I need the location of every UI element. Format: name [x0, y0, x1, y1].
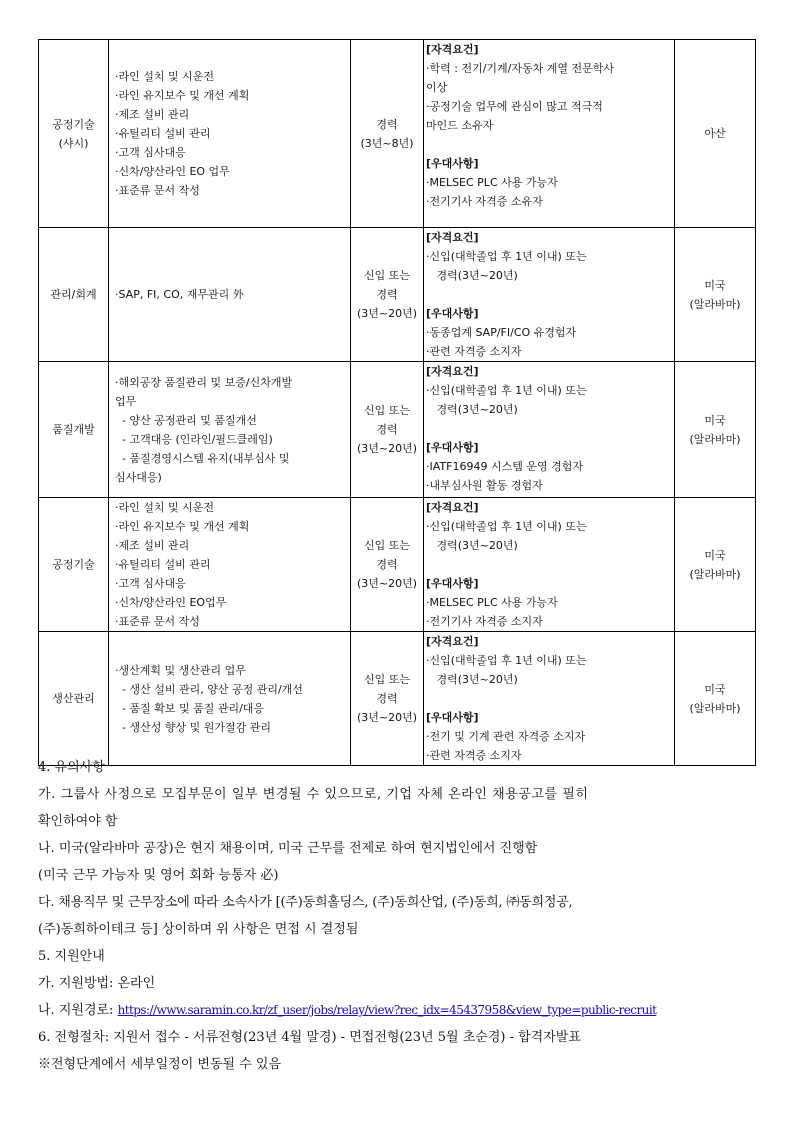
preferences-heading: [우대사항]	[426, 307, 479, 320]
duty-item: ·라인 유지보수 및 개선 계획	[115, 89, 250, 102]
duty-item: - 고객대응 (인라인/필드클레임)	[115, 432, 273, 446]
department-text: 공정기술	[52, 117, 95, 131]
requirements-heading: [자격요건]	[426, 43, 479, 56]
requirement-item: ·학력 : 전기/기계/자동차 계열 전문학사	[426, 62, 614, 75]
requirement-item: 마인드 소유자	[426, 119, 494, 132]
spacer	[426, 555, 674, 574]
location-cell	[675, 498, 756, 632]
requirements-cell	[424, 362, 675, 498]
location-text: (알라바마)	[689, 567, 741, 581]
duties-cell	[109, 632, 351, 766]
department-cell	[39, 40, 109, 228]
department-text: 공정기술	[52, 558, 95, 571]
requirement-item: ·신입(대학졸업 후 1년 이내) 또는	[426, 654, 587, 667]
career-text: (3년~20년)	[356, 442, 418, 455]
duty-item: ·제조 설비 관리	[115, 108, 190, 121]
requirement-item: 경력(3년~20년)	[426, 673, 518, 686]
preference-item: ·관련 자격증 소지자	[426, 749, 522, 762]
preferences-heading: [우대사항]	[426, 157, 479, 170]
duty-item: ·라인 설치 및 시운전	[115, 70, 214, 83]
duty-item: ·해외공장 품질관리 및 보증/신차개발	[115, 375, 293, 389]
requirement-item: 경력(3년~20년)	[426, 539, 518, 552]
table-row	[39, 632, 756, 766]
duties-cell	[109, 498, 351, 632]
apply-link[interactable]: https://www.saramin.co.kr/zf_user/jobs/relay/view?rec_idx=45437958&view_type=public-recruit	[117, 1003, 657, 1017]
career-text: 신입 또는	[363, 269, 410, 282]
spacer	[426, 285, 674, 304]
duty-item: - 품질 확보 및 품질 관리/대응	[115, 701, 265, 715]
note-4-b-line1: 나. 미국(알라바마 공장)은 현지 채용이며, 미국 근무를 전제로 하여 현지법인에서 진행함	[38, 841, 538, 856]
duty-item: ·라인 설치 및 시운전	[115, 501, 214, 514]
career-cell	[351, 362, 424, 498]
career-cell	[351, 632, 424, 766]
preference-item: ·IATF16949 시스템 운영 경험자	[426, 460, 583, 473]
note-4-c-line1: 다. 채용직무 및 근무장소에 따라 소속사가 [(주)동희홀딩스, (주)동희산업, (주)동희, ㈜동희정공,	[38, 895, 573, 910]
preferences-heading: [우대사항]	[426, 577, 479, 590]
spacer	[426, 689, 674, 708]
table-row	[39, 498, 756, 632]
duty-item: - 생산 설비 관리, 양산 공정 관리/개선	[115, 682, 303, 696]
section-6-process: 6. 전형절차: 지원서 접수 - 서류전형(23년 4월 말경) - 면접전형(23년 5월 초순경) - 합격자발표	[38, 1030, 581, 1045]
preferences-heading: [우대사항]	[426, 711, 479, 724]
department-text: 생산관리	[52, 692, 95, 705]
section-6-note: ※전형단계에서 세부일정이 변동될 수 있음	[38, 1057, 282, 1072]
duty-item: 심사대응)	[115, 470, 162, 484]
preferences-heading: [우대사항]	[426, 441, 479, 454]
location-text: (알라바마)	[689, 297, 741, 311]
requirement-item: 경력(3년~20년)	[426, 269, 518, 282]
section-5-title: 5. 지원안내	[38, 949, 105, 964]
requirement-item: 이상	[426, 81, 448, 94]
note-5-b	[38, 999, 656, 1018]
department-cell	[39, 362, 109, 498]
career-text: 경력	[376, 423, 398, 436]
location-cell	[675, 40, 756, 228]
duty-item: ·라인 유지보수 및 개선 계획	[115, 520, 250, 533]
duty-item: - 품질경영시스템 유지(내부심사 및	[115, 451, 290, 465]
career-text: 경력	[376, 117, 398, 131]
location-text: 미국	[704, 682, 726, 696]
career-text: 경력	[376, 692, 398, 705]
career-text: (3년~20년)	[356, 711, 418, 724]
duty-item: 업무	[115, 394, 137, 408]
note-4-a-line2: 확인하여야 함	[38, 814, 118, 829]
note-4-b-line2: (미국 근무 가능자 및 영어 회화 능통자 必)	[38, 868, 279, 883]
career-text: 신입 또는	[363, 404, 410, 417]
career-cell	[351, 228, 424, 362]
note-5-a: 가. 지원방법: 온라인	[38, 976, 156, 991]
location-text: 미국	[704, 548, 726, 562]
department-cell	[39, 228, 109, 362]
requirements-cell	[424, 632, 675, 766]
preference-item: ·전기 및 기계 관련 자격증 소지자	[426, 730, 586, 743]
recruitment-table	[38, 39, 756, 766]
preference-item: ·내부심사원 활동 경험자	[426, 479, 543, 492]
requirement-item: ·신입(대학졸업 후 1년 이내) 또는	[426, 520, 587, 533]
duty-item: ·유틸리티 설비 관리	[115, 127, 211, 140]
career-text: 경력	[376, 558, 398, 571]
preference-item: ·전기기사 자격증 소지자	[426, 615, 543, 628]
location-cell	[675, 228, 756, 362]
location-text: 아산	[704, 127, 726, 140]
duty-item: ·신차/양산라인 EO 업무	[115, 165, 230, 178]
career-text: (3년~20년)	[356, 577, 418, 590]
duty-item: ·제조 설비 관리	[115, 539, 190, 552]
department-cell	[39, 498, 109, 632]
department-text: 품질개발	[52, 423, 95, 436]
location-text: 미국	[704, 413, 726, 427]
duty-item: - 생산성 향상 및 원가절감 관리	[115, 720, 271, 734]
requirement-item: ·신입(대학졸업 후 1년 이내) 또는	[426, 384, 587, 397]
table-row	[39, 228, 756, 362]
requirement-item: ·신입(대학졸업 후 1년 이내) 또는	[426, 250, 587, 263]
preference-item: ·MELSEC PLC 사용 가능자	[426, 176, 558, 189]
location-cell	[675, 362, 756, 498]
duties-cell	[109, 362, 351, 498]
requirements-cell	[424, 498, 675, 632]
recruitment-table-body	[39, 40, 756, 766]
duty-item: ·표준류 문서 작성	[115, 184, 200, 197]
career-text: 경력	[376, 288, 398, 301]
note-4-c-line2: (주)동희하이테크 등] 상이하며 위 사항은 면접 시 결정됨	[38, 922, 359, 937]
preference-item: ·동종업계 SAP/FI/CO 유경험자	[426, 326, 577, 339]
location-cell	[675, 632, 756, 766]
duties-cell	[109, 40, 351, 228]
preference-item: ·MELSEC PLC 사용 가능자	[426, 596, 558, 609]
duty-item: ·표준류 문서 작성	[115, 615, 200, 628]
requirement-item: 경력(3년~20년)	[426, 403, 518, 416]
duty-item: ·SAP, FI, CO, 재무관리 外	[115, 288, 244, 301]
requirements-heading: [자격요건]	[426, 635, 479, 648]
location-text: (알라바마)	[689, 432, 741, 446]
department-text: 관리/회계	[50, 288, 97, 301]
career-text: (3년~20년)	[356, 307, 418, 320]
requirements-heading: [자격요건]	[426, 365, 479, 378]
duty-item: ·유틸리티 설비 관리	[115, 558, 211, 571]
duty-item: ·생산계획 및 생산관리 업무	[115, 663, 246, 677]
department-text: (샤시)	[58, 136, 89, 150]
spacer	[426, 419, 674, 438]
preference-item: ·관련 자격증 소지자	[426, 345, 522, 358]
requirement-item: ·공정기술 업무에 관심이 많고 적극적	[426, 100, 603, 113]
career-text: 신입 또는	[363, 673, 410, 686]
requirements-heading: [자격요건]	[426, 231, 479, 244]
table-row	[39, 40, 756, 228]
duty-item: ·고객 심사대응	[115, 577, 186, 590]
note-4-a-line1: 가. 그룹사 사정으로 모집부문이 일부 변경될 수 있으므로, 기업 자체 온라인 채용공고를 필히	[38, 787, 589, 802]
duties-cell	[109, 228, 351, 362]
apply-route-label: 나. 지원경로:	[38, 1003, 118, 1018]
duty-item: ·고객 심사대응	[115, 146, 186, 159]
section-4-title: 4. 유의사항	[38, 760, 105, 775]
requirements-cell	[424, 40, 675, 228]
spacer	[426, 135, 674, 154]
career-cell	[351, 498, 424, 632]
duty-item: - 양산 공정관리 및 품질개선	[115, 413, 257, 427]
requirements-heading: [자격요건]	[426, 501, 479, 514]
career-cell	[351, 40, 424, 228]
department-cell	[39, 632, 109, 766]
requirements-cell	[424, 228, 675, 362]
career-text: 신입 또는	[363, 539, 410, 552]
location-text: 미국	[704, 278, 726, 292]
table-row	[39, 362, 756, 498]
preference-item: ·전기기사 자격증 소유자	[426, 195, 543, 208]
duty-item: ·신차/양산라인 EO업무	[115, 596, 227, 609]
career-text: (3년~8년)	[360, 136, 414, 150]
location-text: (알라바마)	[689, 701, 741, 715]
